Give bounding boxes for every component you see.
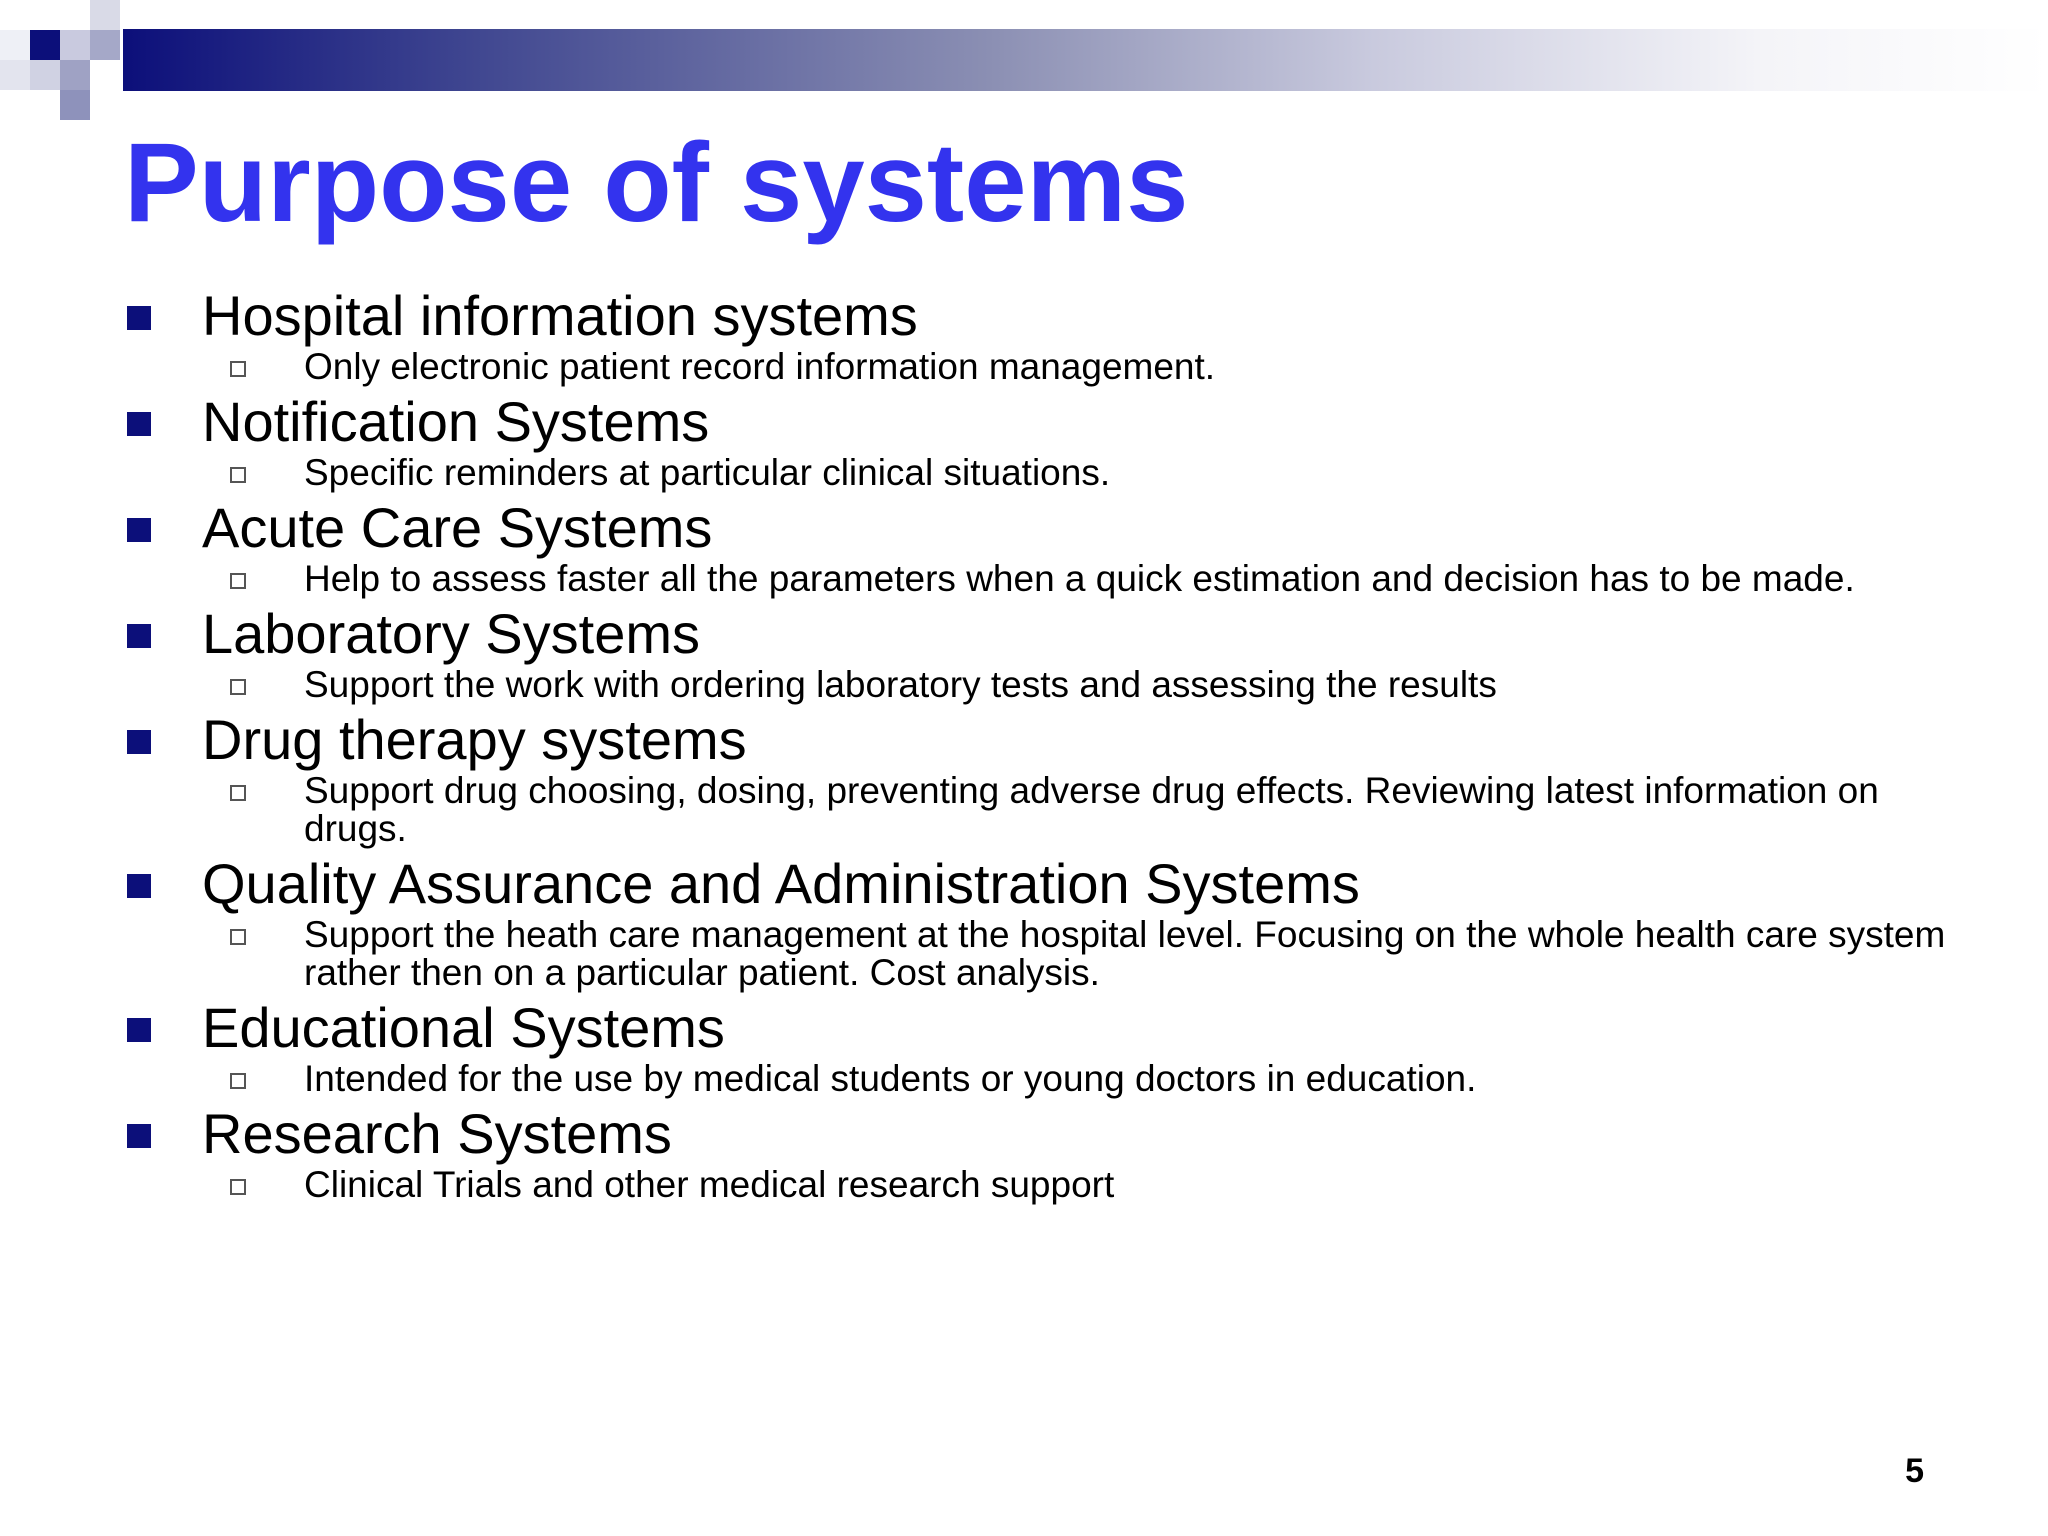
square-bullet-icon	[127, 518, 151, 542]
decorative-square	[90, 30, 120, 60]
square-bullet-icon	[127, 412, 151, 436]
square-bullet-icon	[127, 874, 151, 898]
square-bullet-icon	[127, 730, 151, 754]
decorative-square	[30, 60, 60, 90]
decorative-square	[90, 0, 120, 30]
item-detail: Specific reminders at particular clinical situations.	[304, 452, 1111, 493]
item-heading: Acute Care Systems	[202, 496, 713, 559]
list-item	[124, 390, 1954, 492]
hollow-square-bullet-icon	[230, 1073, 246, 1089]
square-bullet-icon	[127, 1124, 151, 1148]
decorative-square	[60, 30, 90, 60]
hollow-square-bullet-icon	[230, 679, 246, 695]
list-item	[124, 708, 1954, 848]
item-heading: Research Systems	[202, 1102, 672, 1165]
decorative-square	[60, 60, 90, 90]
decorative-square	[30, 30, 60, 60]
item-detail: Only electronic patient record information management.	[304, 346, 1216, 387]
hollow-square-bullet-icon	[230, 785, 246, 801]
item-heading: Hospital information systems	[202, 284, 918, 347]
hollow-square-bullet-icon	[230, 929, 246, 945]
item-heading: Quality Assurance and Administration Systems	[202, 852, 1360, 915]
decorative-square	[0, 30, 30, 60]
item-detail: Help to assess faster all the parameters when a quick estimation and decision has to be made.	[304, 558, 1855, 599]
item-heading: Educational Systems	[202, 996, 725, 1059]
list-item	[124, 996, 1954, 1098]
page-number: 5	[1905, 1452, 1924, 1490]
list-item	[124, 284, 1954, 386]
hollow-square-bullet-icon	[230, 467, 246, 483]
item-detail: Intended for the use by medical students or young doctors in education.	[304, 1058, 1477, 1099]
decorative-square	[0, 60, 30, 90]
list-item	[124, 602, 1954, 704]
list-item	[124, 496, 1954, 598]
item-heading: Drug therapy systems	[202, 708, 747, 771]
item-detail: Support drug choosing, dosing, preventing adverse drug effects. Reviewing latest information on drugs.	[304, 770, 1879, 849]
square-bullet-icon	[127, 624, 151, 648]
item-heading: Laboratory Systems	[202, 602, 700, 665]
square-bullet-icon	[127, 1018, 151, 1042]
square-bullet-icon	[127, 306, 151, 330]
item-heading: Notification Systems	[202, 390, 710, 453]
list-item	[124, 852, 1954, 992]
decorative-square	[60, 90, 90, 120]
hollow-square-bullet-icon	[230, 1179, 246, 1195]
header-gradient-bar	[123, 29, 2048, 91]
hollow-square-bullet-icon	[230, 573, 246, 589]
bullet-list	[124, 284, 1954, 1208]
list-item	[124, 1102, 1954, 1204]
hollow-square-bullet-icon	[230, 361, 246, 377]
slide-title: Purpose of systems	[124, 120, 1189, 245]
item-detail: Support the heath care management at the hospital level. Focusing on the whole health care system rather then on a particular patient. Cost analysis.	[304, 914, 1946, 993]
item-detail: Clinical Trials and other medical research support	[304, 1164, 1115, 1205]
item-detail: Support the work with ordering laboratory tests and assessing the results	[304, 664, 1497, 705]
